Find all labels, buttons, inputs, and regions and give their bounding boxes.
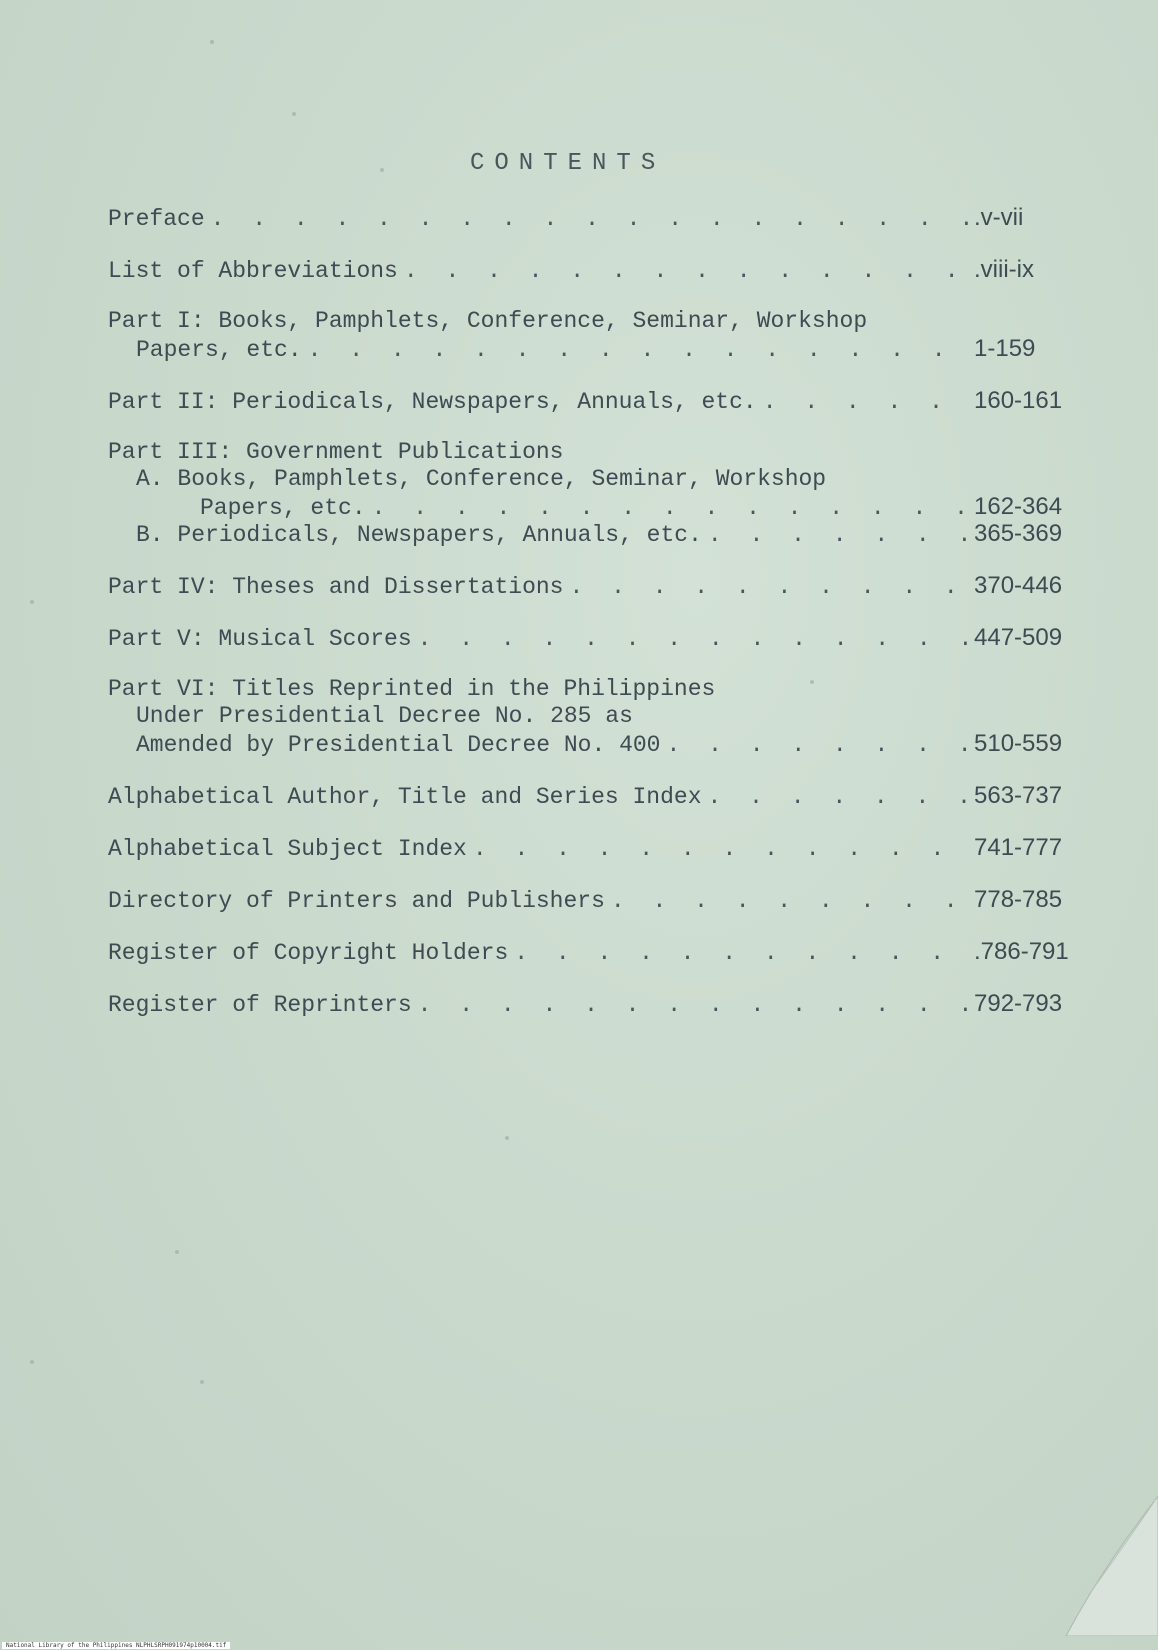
paper-speck [30, 600, 34, 604]
toc-entry-title: A. Books, Pamphlets, Conference, Seminar, Workshop [136, 466, 827, 492]
paper-speck [292, 112, 296, 116]
toc-line [108, 730, 1078, 757]
paper-speck [175, 1250, 179, 1254]
toc-entry-title: Papers, etc. [136, 337, 302, 363]
toc-entry-title: Register of Copyright Holders [108, 940, 509, 966]
toc-page-number: 1-159 [974, 335, 1036, 362]
scan-footer: National Library of the Philippines NLPHLSRPH091974p10004.tif [2, 1642, 230, 1649]
toc-line [108, 335, 1078, 362]
toc-page-number: .v-vii [974, 204, 1024, 231]
paper-speck [505, 1136, 509, 1140]
toc-entry-title: Directory of Printers and Publishers [108, 888, 605, 914]
toc-entry-reprinters-register [108, 990, 1078, 1017]
toc-line [108, 439, 1078, 466]
toc-page-number: 160-161 [974, 387, 1063, 414]
toc-entry-title: B. Periodicals, Newspapers, Annuals, etc. [136, 522, 702, 548]
leader-dots [418, 992, 968, 1019]
toc-page-number: 370-446 [974, 572, 1063, 599]
toc-entry-part-vi [108, 676, 1078, 757]
leader-dots [473, 836, 968, 863]
paper-speck [380, 168, 384, 172]
toc-line [108, 572, 1078, 599]
toc-line [108, 256, 1078, 283]
toc-line [108, 834, 1078, 861]
toc-line [108, 886, 1078, 913]
leader-dots [211, 206, 968, 233]
leader-dots [708, 784, 969, 811]
toc-entry-part-iii [108, 439, 1078, 547]
leader-dots [569, 574, 968, 601]
toc-entry-title: Papers, etc. [200, 495, 366, 521]
toc-entry-abbreviations [108, 256, 1078, 283]
toc-page-number: 778-785 [974, 886, 1063, 913]
leader-dots [611, 888, 968, 915]
leader-dots [763, 389, 968, 416]
toc-entry-subject-index [108, 834, 1078, 861]
paper-speck [210, 40, 214, 44]
leader-dots [667, 732, 969, 759]
toc-entry-copyright-register [108, 938, 1078, 965]
page-curl [1018, 1486, 1158, 1636]
toc-line [108, 308, 1078, 335]
toc-line [108, 466, 1078, 493]
leader-dots [372, 495, 968, 522]
paper-speck [200, 1380, 204, 1384]
toc-line [108, 204, 1078, 231]
toc-page-number: .viii-ix [974, 256, 1034, 283]
toc-page-number: 162-364 [974, 493, 1063, 520]
toc-entry-title: Under Presidential Decree No. 285 as [136, 703, 633, 729]
toc-entry-title: List of Abbreviations [108, 258, 398, 284]
toc-entry-title: Alphabetical Subject Index [108, 836, 467, 862]
table-of-contents [108, 204, 1078, 1017]
toc-page-number: 792-793 [974, 990, 1063, 1017]
toc-entry-title: Part V: Musical Scores [108, 626, 412, 652]
toc-line [108, 520, 1078, 547]
toc-page-number: .786-791 [974, 938, 1069, 965]
toc-page-number: 447-509 [974, 624, 1063, 651]
toc-entry-part-iv [108, 572, 1078, 599]
toc-line [108, 703, 1078, 730]
page-title: CONTENTS [470, 150, 666, 177]
toc-entry-title: Part I: Books, Pamphlets, Conference, Seminar, Workshop [108, 308, 868, 334]
leader-dots [308, 337, 968, 364]
toc-entry-title: Part IV: Theses and Dissertations [108, 574, 564, 600]
toc-entry-title: Part VI: Titles Reprinted in the Philippines [108, 676, 716, 702]
toc-entry-title: Part III: Government Publications [108, 439, 564, 465]
toc-line [108, 387, 1078, 414]
toc-line [108, 782, 1078, 809]
toc-page-number: 563-737 [974, 782, 1063, 809]
toc-entry-author-index [108, 782, 1078, 809]
toc-line [108, 676, 1078, 703]
toc-entry-title: Preface [108, 206, 205, 232]
toc-entry-part-i [108, 308, 1078, 362]
toc-page-number: 510-559 [974, 730, 1063, 757]
toc-entry-part-v [108, 624, 1078, 651]
toc-entry-title: Alphabetical Author, Title and Series Index [108, 784, 702, 810]
toc-page-number: 741-777 [974, 834, 1063, 861]
toc-entry-title: Register of Reprinters [108, 992, 412, 1018]
toc-page-number: 365-369 [974, 520, 1063, 547]
leader-dots [708, 522, 968, 549]
toc-line [108, 990, 1078, 1017]
toc-line [108, 938, 1078, 965]
toc-entry-preface [108, 204, 1078, 231]
toc-line [108, 493, 1078, 520]
paper-speck [30, 1360, 34, 1364]
leader-dots [418, 626, 968, 653]
leader-dots [404, 258, 968, 285]
toc-entry-part-ii [108, 387, 1078, 414]
toc-entry-title: Amended by Presidential Decree No. 400 [136, 732, 661, 758]
toc-entry-printers-directory [108, 886, 1078, 913]
toc-entry-title: Part II: Periodicals, Newspapers, Annuals, etc. [108, 389, 757, 415]
leader-dots [514, 940, 968, 967]
toc-line [108, 624, 1078, 651]
